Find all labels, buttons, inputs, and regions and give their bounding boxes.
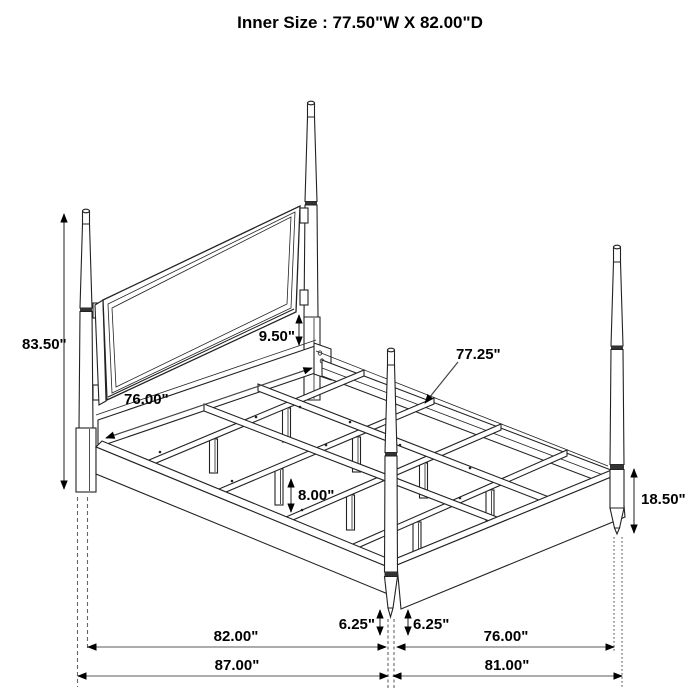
dim-label-bottom-outer-right: 81.00" xyxy=(484,657,530,674)
dim-label-post-height: 83.50" xyxy=(22,336,67,353)
dim-label-foot-left: 6.25" xyxy=(338,616,375,633)
dim-label-leg-height: 8.00" xyxy=(298,487,335,504)
diagram-title: Inner Size : 77.50"W X 82.00"D xyxy=(237,13,483,32)
dim-label-headboard-width: 76.00" xyxy=(124,391,169,408)
dim-label-bottom-outer-left: 87.00" xyxy=(214,657,260,674)
dim-label-foot-right: 6.25" xyxy=(413,616,450,633)
dim-label-headboard-gap: 9.50" xyxy=(258,328,295,345)
dim-label-bottom-inner-right: 76.00" xyxy=(483,628,529,645)
center-support-rails xyxy=(204,384,549,524)
right-foot-post xyxy=(610,245,624,534)
dim-label-foot-post-height: 18.50" xyxy=(641,491,686,508)
front-center-post xyxy=(385,348,398,617)
dim-label-bottom-inner-left: 82.00" xyxy=(213,628,259,645)
dim-label-rail-length: 77.25" xyxy=(456,346,501,363)
